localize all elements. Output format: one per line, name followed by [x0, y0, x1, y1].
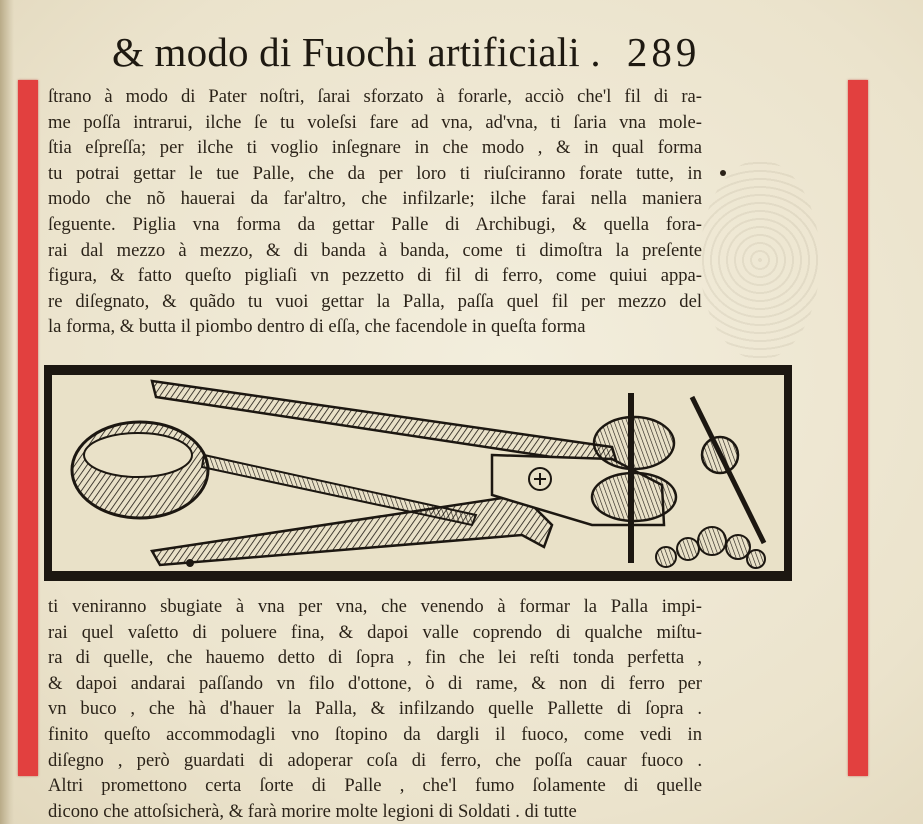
text-line: & dapoi andarai paſſando vn filo d'ottone, ò di rame, & non di ferro per	[48, 672, 702, 694]
text-line: rai dal mezzo à mezzo, & di banda à banda, come ti dimoſtra la preſente	[48, 239, 702, 261]
woodcut-illustration	[44, 365, 792, 581]
text-line: rai quel vaſetto di poluere fina, & dapoi valle coprendo di qualche miſtu-	[48, 621, 702, 643]
ink-dot	[720, 170, 726, 176]
paragraph-bottom	[48, 594, 702, 824]
text-line: la forma, & butta il piombo dentro di eſſa, che facendole in queſta forma	[48, 316, 586, 338]
text-line: ti veniranno sbugiate à vna per vna, che venendo à formar la Palla impi-	[48, 596, 702, 617]
right-highlight-bar	[848, 80, 868, 776]
text-line: ſtrano à modo di Pater noſtri, ſarai sforzato à forarle, acciò che'l fil di ra-	[48, 86, 702, 107]
text-line: vn buco , che hà d'hauer la Palla, & infilzando quelle Pallette di ſopra .	[48, 698, 702, 720]
page-number: 289	[626, 29, 701, 75]
mold-handle-lower	[152, 495, 552, 567]
ink-bleed-through	[700, 160, 820, 360]
text-line: dicono che attoſsicherà, & farà morire molte legioni di Soldati . di tutte	[48, 800, 577, 822]
text-line: modo che nõ hauerai da far'altro, che infilzarle; ilche farai nella maniera	[48, 188, 702, 210]
left-highlight-bar	[18, 80, 38, 776]
text-line: ſeguente. Piglia vna forma da gettar Palle di Archibugi, & quella fora-	[48, 213, 702, 235]
text-line: figura, & fatto queſto pigliaſi vn pezzetto di fil di ferro, come quiui appa-	[48, 265, 702, 287]
paragraph-top	[48, 84, 702, 340]
page-gutter	[0, 0, 14, 824]
text-line: tu potrai gettar le tue Palle, che da per loro ti riuſciranno forate tutte, in	[48, 162, 702, 184]
bullet-mold-drawing	[52, 375, 784, 571]
running-header	[112, 28, 701, 84]
text-line: diſegno , però guardati di adoperar coſa di ferro, che poſſa cauar fuoco .	[48, 749, 702, 771]
text-line: ra di quelle, che hauemo detto di ſopra , fin che lei reſti tonda perfetta ,	[48, 647, 702, 669]
woodcut-frame	[50, 373, 786, 573]
text-line: finito queſto accommodagli vno ſtopino da dargli il fuoco, come vedi in	[48, 723, 702, 745]
text-line: ſtia eſpreſſa; per ilche ti voglio inſegnare in che modo , & in qual forma	[48, 137, 702, 159]
mold-handle-upper	[152, 381, 618, 467]
wire-with-ball-icon	[692, 397, 764, 543]
header-title: & modo di Fuochi artificiali .	[112, 29, 601, 75]
text-line: me poſſa intrarui, ilche ſe tu voleſsi fare ad vna, ad'vna, ti ſaria vna mole-	[48, 111, 702, 133]
text-line: Altri promettono certa ſorte di Palle , che'l fumo ſolamente di quelle	[48, 775, 702, 797]
text-line: re diſegnato, & quãdo tu vuoi gettar la Palla, paſſa quel fil per mezzo del	[48, 290, 702, 312]
pellets-icon	[656, 527, 765, 568]
